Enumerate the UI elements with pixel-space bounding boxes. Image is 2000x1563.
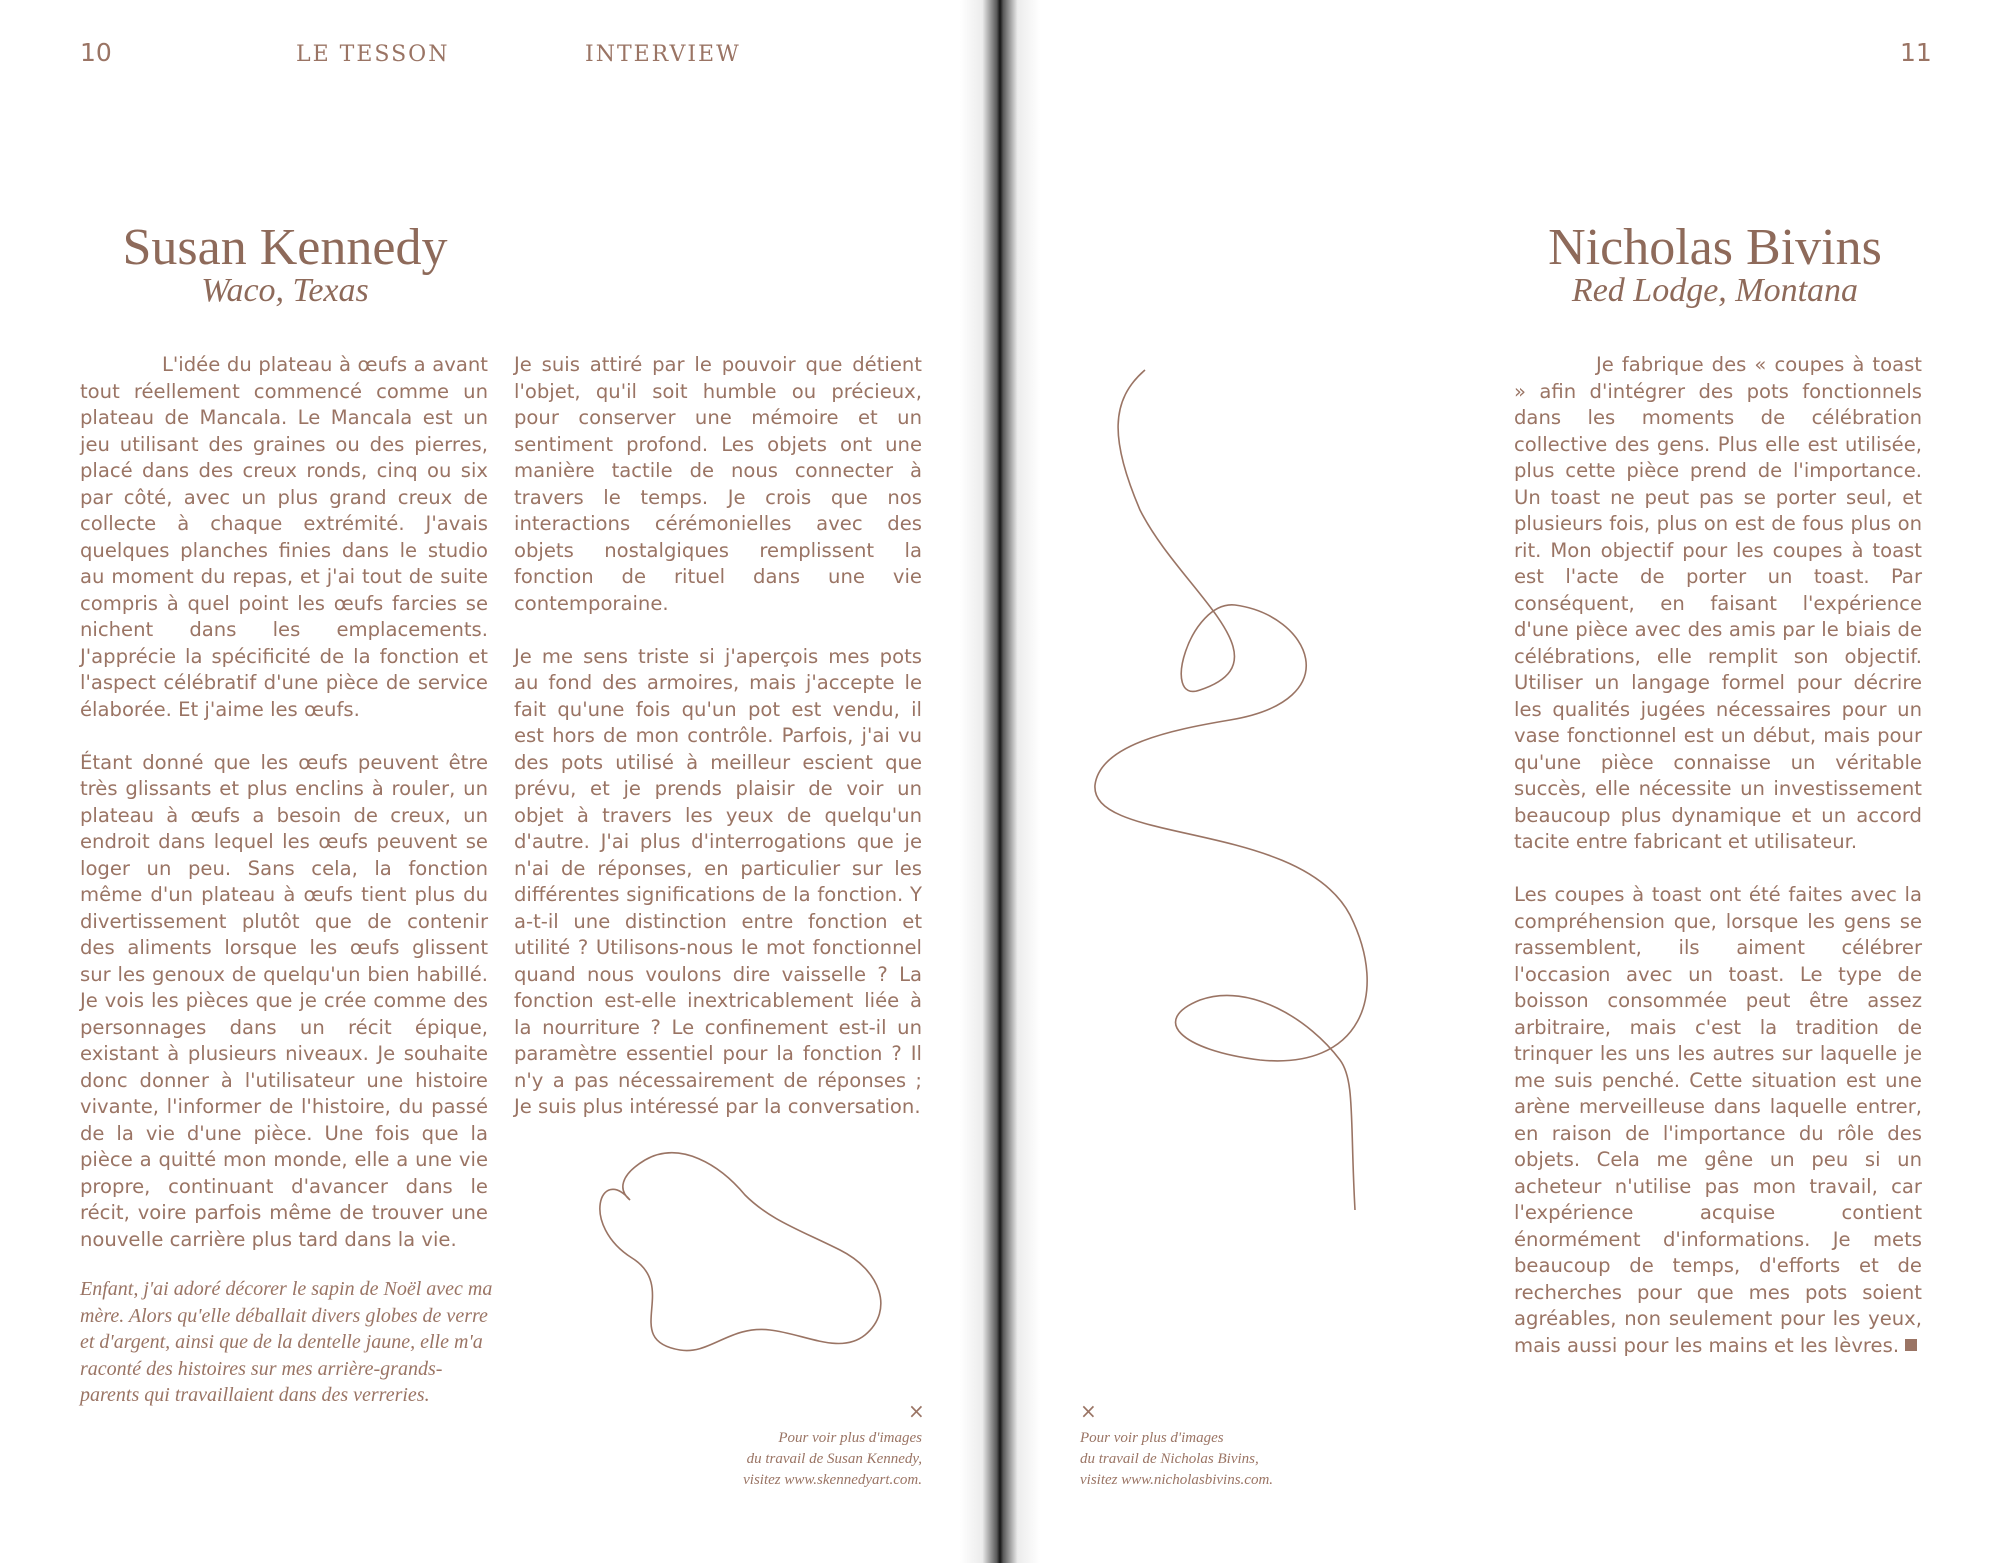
artist-place-left: Waco, Texas [201, 272, 369, 309]
artist-name-left: Susan Kennedy [122, 219, 448, 276]
credit-line: Pour voir plus d'images [1080, 1430, 1224, 1446]
image-credit-right [1080, 1428, 1400, 1491]
paragraph-text: Les coupes à toast ont été faites avec la compréhension que, lorsque les gens se rassemblent, ils aiment célébrer l'occasion avec un toast. Le type de boisson consommée peut être assez arbitraire, mais c'est la tradition de trinquer les uns les autres sur laquelle je me suis penché. Cette situation est une arène merveilleuse dans laquelle entrer, en raison de l'importance du rôle des objets. Cela me gêne un peu si un acheteur n'utilise pas mon travail, car l'expérience acquise contient énormément d'informations. Je mets beaucoup de temps, d'efforts et de recherches pour que mes pots soient agréables, non seulement pour les yeux, mais aussi pour les mains et les lèvres. [1514, 883, 1922, 1357]
credit-line: Pour voir plus d'images [778, 1430, 922, 1446]
paragraph: L'idée du plateau à œufs a avant tout réellement commencé comme un plateau de Mancala. Le Mancala est un jeu utilisant des graines ou des pierres, placé dans des creux ronds, cinq ou six par côté, avec un plus grand creux de collecte à chaque extrémité. J'avais quelques planches finies dans le studio au moment du repas, et j'ai tout de suite compris à quel point les œufs farcies se nichent dans les emplacements. J'apprécie la spécificité de la fonction et l'aspect célébratif d'une pièce de service élaborée. Et j'aime les œufs. [80, 353, 488, 721]
image-credit-left [620, 1428, 922, 1491]
artist-place-right: Red Lodge, Montana [1571, 272, 1859, 309]
end-of-article-mark [1905, 1339, 1917, 1351]
paragraph: Je suis attiré par le pouvoir que détient l'objet, qu'il soit humble ou précieux, pour conserver une mémoire et un sentiment profond. Les objets ont une manière tactile de nous connecter à travers le temps. Je crois que nos interactions cérémonielles avec des objets nostalgiques remplissent la fonction de rituel dans une vie contemporaine. [514, 353, 922, 615]
article-column-right [1514, 352, 1922, 1386]
pull-quote: Enfant, j'ai adoré décorer le sapin de Noël avec ma mère. Alors qu'elle déballait divers globes de verre et d'argent, ainsi que de la dentelle jaune, elle m'a raconté des histoires sur mes arrière-grands-parents qui travaillaient dans des verreries. [80, 1278, 493, 1406]
running-head-magazine: LE TESSON [296, 42, 450, 67]
running-head-section: INTERVIEW [585, 42, 741, 67]
paragraph: Je me sens triste si j'aperçois mes pots au fond des armoires, mais j'accepte le fait qu'une fois qu'un pot est vendu, il est hors de mon contrôle. Parfois, j'ai vu des pots utilisé à meilleur escient que prévu, et je prends plaisir de voir un objet à travers les yeux de quelqu'un d'autre. J'ai plus d'interrogations que je n'ai de réponses, en particulier sur les différentes significations de la fonction. Y a-t-il une distinction entre fonction et utilité ? Utilisons-nous le mot fonctionnel quand nous voulons dire vaisselle ? La fonction est-elle inextricablement liée à la nourriture ? Le confinement est-il un paramètre essentiel pour la fonction ? Il n'y a pas nécessairement de réponses ; Je suis plus intéressé par la conversation. [514, 644, 922, 1118]
credit-line: visitez www.skennedyart.com. [743, 1472, 922, 1488]
credit-line: du travail de Nicholas Bivins, [1080, 1451, 1259, 1467]
line-drawing-swirl [1050, 360, 1450, 1240]
paragraph: Étant donné que les œufs peuvent être très glissants et plus enclins à rouler, un plateau à œufs a besoin de creux, un endroit dans lequel les œufs peuvent se loger un peu. Sans cela, la fonction même d'un plateau à œufs tient plus du divertissement plutôt que de contenir des aliments lorsque les œufs glissent sur les genoux de quelqu'un bien habillé. Je vois les pièces que je crée comme des personnages dans un récit épique, existant à plusieurs niveaux. Je souhaite donc donner à l'utilisateur une histoire vivante, l'informer de l'histoire, du passé de la vie d'une pièce. Une fois que la pièce a quitté mon monde, elle a une vie propre, continuant d'avancer dans le récit, voire parfois même de trouver une nouvelle carrière plus tard dans la vie. [80, 750, 488, 1251]
paragraph [1514, 882, 1922, 1359]
credit-line: visitez www.nicholasbivins.com. [1080, 1472, 1274, 1488]
credit-line: du travail de Susan Kennedy, [746, 1451, 922, 1467]
page-number-left: 10 [80, 38, 112, 67]
close-icon: × [1080, 1399, 1097, 1423]
close-icon: × [908, 1399, 925, 1423]
line-drawing-egg-tray [560, 1140, 920, 1360]
article-column-1 [80, 352, 488, 1280]
page-number-right: 11 [1900, 38, 1932, 67]
article-column-2 [514, 352, 922, 1147]
right-page [1000, 0, 2000, 1563]
artist-name-right: Nicholas Bivins [1548, 219, 1882, 276]
paragraph: Je fabrique des « coupes à toast » afin d'intégrer des pots fonctionnels dans les moments de célébration collective des gens. Plus elle est utilisée, plus cette pièce prend de l'importance. Un toast ne peut pas se porter seul, et plusieurs fois, plus on est de fous plus on rit. Mon objectif pour les coupes à toast est l'acte de porter un toast. Par conséquent, en faisant l'expérience d'une pièce avec des amis par le biais de célébrations, elle remplit son objectif. Utiliser un langage formel pour décrire les qualités jugées nécessaires pour un vase fonctionnel est un début, mais pour qu'une pièce connaisse un véritable succès, elle nécessite un investissement beaucoup plus dynamique et un accord tacite entre fabricant et utilisateur. [1514, 353, 1922, 853]
